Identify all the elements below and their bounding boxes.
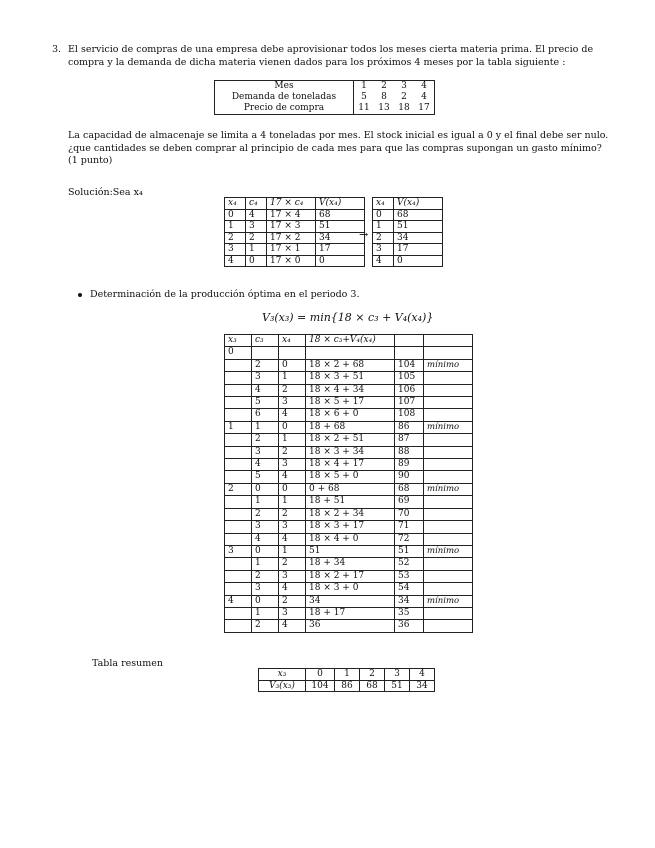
summary-label: Tabla resumen <box>92 658 163 669</box>
table-row <box>225 483 473 495</box>
table-cell: 18 × 2 + 51 <box>306 434 395 446</box>
demand-price-table <box>214 80 435 115</box>
table-cell: mínimo <box>424 545 473 557</box>
table-cell: 18 × 2 + 68 <box>306 359 395 371</box>
recurrence-formula: V₃(x₃) = min{18 × c₃ + V₄(x₄)} <box>262 311 434 324</box>
table-cell: 0 <box>252 483 279 495</box>
table-cell: 17 × 1 <box>267 244 316 256</box>
table-cell: 104 <box>395 359 424 371</box>
table-cell: 51 <box>306 545 395 557</box>
table-cell: 18 × 2 + 34 <box>306 508 395 520</box>
period4-value-table <box>372 197 443 267</box>
table-cell: 3 <box>252 521 279 533</box>
table-cell: x₃ <box>259 669 306 681</box>
table-row <box>373 209 443 221</box>
header-cell: 18 × c₃+V₄(x₄) <box>306 335 395 347</box>
table-cell: 54 <box>395 583 424 595</box>
table-cell: 18 + 17 <box>306 607 395 619</box>
table-cell <box>424 607 473 619</box>
table-cell: 88 <box>395 446 424 458</box>
table-cell: 3 <box>385 669 410 681</box>
table-cell: 51 <box>394 221 443 233</box>
table-cell <box>279 347 306 359</box>
table-cell: 2 <box>279 558 306 570</box>
header-cell: V(x₄) <box>316 198 365 210</box>
table-cell: 69 <box>395 496 424 508</box>
table-cell: 2 <box>252 508 279 520</box>
cell: 11 <box>358 103 370 113</box>
table-cell: 1 <box>373 221 394 233</box>
table-row <box>225 221 365 233</box>
table-cell <box>424 372 473 384</box>
table-cell: mínimo <box>424 595 473 607</box>
table-cell: 52 <box>395 558 424 570</box>
table-cell <box>225 496 252 508</box>
table-row <box>225 446 473 458</box>
table-cell: 4 <box>279 583 306 595</box>
solution-label: Solución:Sea x₄ <box>68 187 143 198</box>
table-row <box>225 347 473 359</box>
table-cell: 34 <box>316 232 365 244</box>
header-cell: x₄ <box>279 335 306 347</box>
table-row <box>373 221 443 233</box>
table-row <box>225 372 473 384</box>
table-cell <box>395 347 424 359</box>
table-cell <box>225 583 252 595</box>
table-cell: 4 <box>225 255 246 267</box>
table-row <box>225 384 473 396</box>
table-row <box>215 92 435 103</box>
table-row <box>259 669 435 681</box>
table-cell <box>424 409 473 421</box>
table-cell: 2 <box>373 232 394 244</box>
table-cell <box>424 471 473 483</box>
bullet-icon <box>78 293 82 297</box>
table-cell: 1 <box>335 669 360 681</box>
table-cell <box>225 397 252 409</box>
table-cell: 0 <box>225 209 246 221</box>
capacity-line: La capacidad de almacenaje se limita a 4 toneladas por mes. El stock inicial es igual a 0 y el final debe ser nulo. <box>68 130 609 141</box>
table-cell: 2 <box>279 384 306 396</box>
capacity-line: ¿que cantidades se deben comprar al principio de cada mes para que las compras supongan un gasto mínimo? <box>68 142 602 154</box>
table-cell: 0 <box>316 255 365 267</box>
table-cell: 3 <box>252 583 279 595</box>
table-cell: 36 <box>306 620 395 632</box>
table-cell: 4 <box>252 459 279 471</box>
table-cell <box>225 446 252 458</box>
bullet-item <box>78 289 359 300</box>
table-cell: 4 <box>279 409 306 421</box>
table-row <box>225 570 473 582</box>
table-cell <box>225 521 252 533</box>
table-cell: 34 <box>395 595 424 607</box>
table-row <box>225 545 473 557</box>
table-cell: 4 <box>246 209 267 221</box>
header-row <box>225 198 365 210</box>
table-cell: mínimo <box>424 359 473 371</box>
table-cell: 51 <box>316 221 365 233</box>
table-cell: 89 <box>395 459 424 471</box>
table-cell: 2 <box>252 359 279 371</box>
table-cell: 0 <box>252 545 279 557</box>
table-cell: 1 <box>279 372 306 384</box>
table-cell: 105 <box>395 372 424 384</box>
table-cell: 2 <box>279 508 306 520</box>
table-cell <box>424 533 473 545</box>
table-cell: 1 <box>225 221 246 233</box>
cell: 4 <box>421 92 427 102</box>
table-cell: 3 <box>279 521 306 533</box>
table-cell: 71 <box>395 521 424 533</box>
table-row <box>215 81 435 93</box>
header-cell: c₃ <box>252 335 279 347</box>
table-cell: 86 <box>395 421 424 433</box>
period4-cost-table <box>224 197 365 267</box>
table-cell: 1 <box>252 421 279 433</box>
table-cell: 1 <box>252 496 279 508</box>
table-cell: 2 <box>252 434 279 446</box>
cell: 1 <box>361 81 367 91</box>
table-cell: 4 <box>252 533 279 545</box>
table-cell: 3 <box>252 446 279 458</box>
table-cell: 2 <box>246 232 267 244</box>
table-cell: 2 <box>252 570 279 582</box>
table-cell: 5 <box>252 471 279 483</box>
table-cell: 18 + 51 <box>306 496 395 508</box>
table-cell <box>424 521 473 533</box>
table-cell <box>225 558 252 570</box>
table-row <box>373 232 443 244</box>
table-cell <box>225 434 252 446</box>
table-cell: 51 <box>385 680 410 692</box>
table-cell: 18 × 3 + 0 <box>306 583 395 595</box>
table-cell: 35 <box>395 607 424 619</box>
table-cell: 70 <box>395 508 424 520</box>
table-cell <box>424 446 473 458</box>
table-row <box>225 533 473 545</box>
table-cell: 1 <box>279 545 306 557</box>
table-cell: 0 <box>225 347 252 359</box>
header-cell: x₄ <box>373 198 394 210</box>
table-cell: 18 × 5 + 17 <box>306 397 395 409</box>
cell: 17 <box>418 103 430 113</box>
table-row <box>225 434 473 446</box>
table-cell: 4 <box>279 471 306 483</box>
table-cell: 34 <box>306 595 395 607</box>
arrow-icon: → <box>359 228 369 241</box>
table-cell: 0 <box>394 255 443 267</box>
table-cell: 53 <box>395 570 424 582</box>
table-cell: 0 <box>246 255 267 267</box>
table-row <box>225 620 473 632</box>
cell: 5 <box>361 92 367 102</box>
header-cell: 17 × c₄ <box>267 198 316 210</box>
capacity-line: (1 punto) <box>68 155 113 166</box>
table-cell: 1 <box>279 434 306 446</box>
table-row <box>225 607 473 619</box>
table-cell <box>225 570 252 582</box>
table-cell: 2 <box>225 232 246 244</box>
table-row <box>225 459 473 471</box>
capacity-statement <box>68 130 609 168</box>
header-cell: x₃ <box>225 335 252 347</box>
table-cell: 86 <box>335 680 360 692</box>
table-cell: 2 <box>279 446 306 458</box>
table-cell <box>225 620 252 632</box>
table-cell: 0 <box>279 421 306 433</box>
table-cell: 4 <box>279 620 306 632</box>
table-cell <box>225 471 252 483</box>
table-cell: 3 <box>373 244 394 256</box>
table-cell: 34 <box>410 680 435 692</box>
table-row <box>225 496 473 508</box>
cell: 2 <box>381 81 387 91</box>
table-cell <box>424 570 473 582</box>
table-cell <box>424 496 473 508</box>
table-cell: 0 <box>252 595 279 607</box>
problem-line: El servicio de compras de una empresa debe aprovisionar todos los meses cierta materia prima. El precio de <box>68 44 594 55</box>
table-cell <box>225 533 252 545</box>
table-cell: 3 <box>279 397 306 409</box>
table-cell: 108 <box>395 409 424 421</box>
table-row <box>225 521 473 533</box>
header-row <box>373 198 443 210</box>
bullet-text: Determinación de la producción óptima en el periodo 3. <box>90 289 360 300</box>
table-cell <box>306 347 395 359</box>
table-cell: 1 <box>225 421 252 433</box>
table-cell: 18 × 6 + 0 <box>306 409 395 421</box>
table-cell: 3 <box>279 570 306 582</box>
cell: 13 <box>378 103 390 113</box>
table-row <box>225 232 365 244</box>
table-cell <box>424 397 473 409</box>
table-cell: 0 <box>279 483 306 495</box>
table-row <box>225 397 473 409</box>
table-cell <box>424 434 473 446</box>
header-cell <box>424 335 473 347</box>
table-cell <box>424 459 473 471</box>
table-cell: 3 <box>252 372 279 384</box>
table-row <box>225 255 365 267</box>
table-cell: 107 <box>395 397 424 409</box>
table-cell: 6 <box>252 409 279 421</box>
table-row <box>225 409 473 421</box>
table-cell <box>225 372 252 384</box>
table-cell: 4 <box>279 533 306 545</box>
table-cell: 17 <box>394 244 443 256</box>
table-cell <box>225 508 252 520</box>
table-cell <box>424 620 473 632</box>
header-cell <box>395 335 424 347</box>
table-cell: 17 × 3 <box>267 221 316 233</box>
table-cell: 0 <box>306 669 335 681</box>
table-cell <box>225 384 252 396</box>
table-cell: 4 <box>225 595 252 607</box>
table-cell: 3 <box>279 459 306 471</box>
table-row <box>215 103 435 115</box>
table-cell: 34 <box>394 232 443 244</box>
table-row <box>373 244 443 256</box>
table-row <box>225 244 365 256</box>
table-cell: 68 <box>360 680 385 692</box>
table-cell: 0 <box>373 209 394 221</box>
table-cell: 2 <box>252 620 279 632</box>
table-row <box>225 209 365 221</box>
problem-number: 3. <box>52 44 62 55</box>
cell: 4 <box>421 81 427 91</box>
table-cell: 3 <box>246 221 267 233</box>
table-cell: 18 + 34 <box>306 558 395 570</box>
table-cell: 2 <box>360 669 385 681</box>
table-cell <box>225 607 252 619</box>
table-cell: 17 × 0 <box>267 255 316 267</box>
table-cell: 18 × 4 + 17 <box>306 459 395 471</box>
table-cell: 2 <box>225 483 252 495</box>
table-cell: 106 <box>395 384 424 396</box>
table-cell: 51 <box>395 545 424 557</box>
cell: 8 <box>381 92 387 102</box>
table-row <box>259 680 435 692</box>
period3-optimization-table <box>224 334 473 633</box>
table-cell: 2 <box>279 595 306 607</box>
table-cell: 18 + 68 <box>306 421 395 433</box>
table-cell <box>424 347 473 359</box>
table-cell: 18 × 4 + 34 <box>306 384 395 396</box>
table-cell: 4 <box>410 669 435 681</box>
table-cell: 3 <box>225 545 252 557</box>
problem-statement <box>68 44 593 69</box>
table-cell: 0 <box>279 359 306 371</box>
problem-line: compra y la demanda de dicha materia vienen dados para los próximos 4 meses por la tabla siguiente : <box>68 56 566 68</box>
table-cell <box>225 359 252 371</box>
table-cell: 18 × 3 + 51 <box>306 372 395 384</box>
table-cell: 90 <box>395 471 424 483</box>
table-cell: V₃(x₃) <box>259 680 306 692</box>
table-cell: 4 <box>252 384 279 396</box>
table-row <box>373 255 443 267</box>
table-cell: 3 <box>279 607 306 619</box>
table-cell: 1 <box>252 607 279 619</box>
table-cell: 5 <box>252 397 279 409</box>
table-cell <box>225 409 252 421</box>
table-cell: 17 × 4 <box>267 209 316 221</box>
header-cell: c₄ <box>246 198 267 210</box>
table-cell: 72 <box>395 533 424 545</box>
summary-table <box>258 668 435 692</box>
table-cell: 17 <box>316 244 365 256</box>
table-cell: 68 <box>316 209 365 221</box>
table-cell: 3 <box>225 244 246 256</box>
table-row <box>225 595 473 607</box>
table-cell: 17 × 2 <box>267 232 316 244</box>
table-cell <box>424 558 473 570</box>
table-cell: 36 <box>395 620 424 632</box>
table-row <box>225 421 473 433</box>
cell: 2 <box>401 92 407 102</box>
table-cell <box>424 583 473 595</box>
table-cell: 18 × 5 + 0 <box>306 471 395 483</box>
table-cell: 18 × 3 + 34 <box>306 446 395 458</box>
row-label: Mes <box>215 81 354 93</box>
table-cell: 87 <box>395 434 424 446</box>
table-cell <box>424 508 473 520</box>
table-row <box>225 471 473 483</box>
table-cell: 104 <box>306 680 335 692</box>
table-cell: 18 × 2 + 17 <box>306 570 395 582</box>
table-row <box>225 558 473 570</box>
header-cell: V(x₄) <box>394 198 443 210</box>
cell: 18 <box>398 103 410 113</box>
table-cell: 0 + 68 <box>306 483 395 495</box>
table-cell: 68 <box>395 483 424 495</box>
table-cell: 18 × 4 + 0 <box>306 533 395 545</box>
table-cell: mínimo <box>424 483 473 495</box>
table-cell: 18 × 3 + 17 <box>306 521 395 533</box>
row-label: Demanda de toneladas <box>215 92 354 103</box>
header-row <box>225 335 473 347</box>
table-cell: 1 <box>252 558 279 570</box>
row-label: Precio de compra <box>215 103 354 115</box>
table-cell: 1 <box>279 496 306 508</box>
table-cell: 68 <box>394 209 443 221</box>
table-row <box>225 508 473 520</box>
table-cell <box>252 347 279 359</box>
table-cell: 1 <box>246 244 267 256</box>
table-row <box>225 583 473 595</box>
table-row <box>225 359 473 371</box>
table-cell <box>225 459 252 471</box>
table-cell: 4 <box>373 255 394 267</box>
header-cell: x₄ <box>225 198 246 210</box>
cell: 3 <box>401 81 407 91</box>
table-cell <box>424 384 473 396</box>
table-cell: mínimo <box>424 421 473 433</box>
